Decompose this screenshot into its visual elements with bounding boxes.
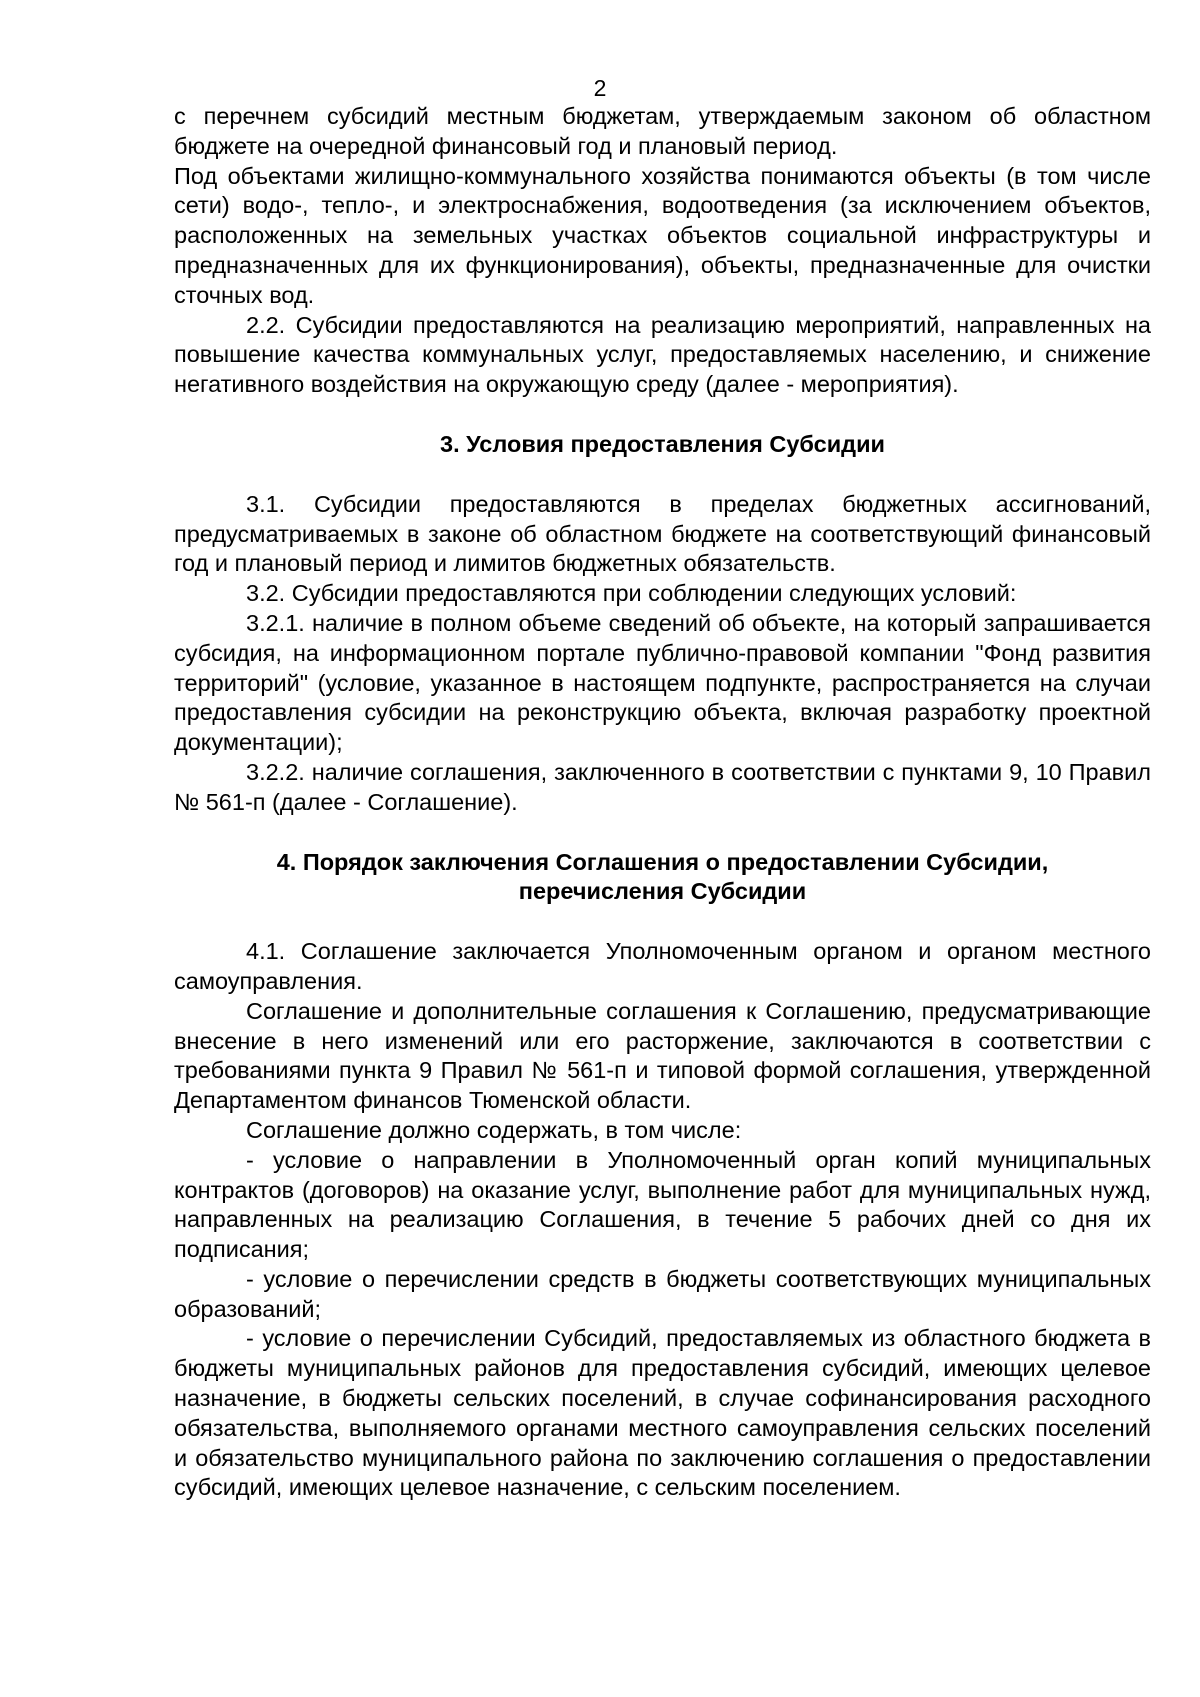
paragraph: Под объектами жилищно-коммунального хозяйства понимаются объекты (в том числе сети) водо-, тепло-, и электроснабжения, водоотведения (за исключением объектов, расположенных на земельных участках объектов социальной инфраструктуры и предназначенных для их функционирования), объекты, предназначенные для очистки сточных вод.: [174, 162, 1151, 308]
section-heading: 3. Условия предоставления Субсидии: [440, 430, 885, 457]
spacer: [174, 818, 1151, 848]
paragraph: 3.1. Субсидии предоставляются в пределах бюджетных ассигнований, предусматриваемых в законе об областном бюджете на соответствующий финансовый год и плановый период и лимитов бюджетных обязательств.: [174, 490, 1151, 577]
section-heading: [174, 848, 1151, 908]
paragraph: 3.2.1. наличие в полном объеме сведений об объекте, на который запрашивается субсидия, на информационном портале публично-правовой компании "Фонд развития территорий" (условие, указанное в настоящем подпункте, распространяется на случаи предоставления субсидии на реконструкцию объекта, включая разработку проектной документации);: [174, 609, 1151, 756]
section-heading-line: перечисления Субсидии: [518, 878, 807, 905]
paragraph: - условие о направлении в Уполномоченный орган копий муниципальных контрактов (договоров) на оказание услуг, выполнение работ для муниципальных нужд, направленных на реализацию Соглашения, в течение 5 рабочих дней со дня их подписания;: [174, 1146, 1151, 1263]
spacer: [174, 460, 1151, 490]
spacer: [174, 400, 1151, 430]
paragraph: 4.1. Соглашение заключается Уполномоченным органом и органом местного самоуправления.: [174, 938, 1151, 994]
paragraph: Соглашение должно содержать, в том числе:: [246, 1116, 742, 1143]
document-body: [174, 102, 1151, 1503]
spacer: [174, 907, 1151, 937]
page-number: 2: [593, 75, 607, 101]
paragraph: - условие о перечислении Субсидий, предоставляемых из областного бюджета в бюджеты муниципальных районов для предоставления субсидий, имеющих целевое назначение, в бюджеты сельских поселений, в случае софинансирования расходного обязательства, выполняемого органами местного самоуправления сельских поселений и обязательство муниципального района по заключению соглашения о предоставлении субсидий, имеющих целевое назначение, с сельским поселением.: [174, 1325, 1151, 1501]
paragraph: 3.2.2. наличие соглашения, заключенного в соответствии с пунктами 9, 10 Правил № 561-п (далее - Соглашение).: [174, 758, 1151, 815]
section-heading-line: 4. Порядок заключения Соглашения о предоставлении Субсидии,: [276, 848, 1049, 875]
paragraph: 2.2. Субсидии предоставляются на реализацию мероприятий, направленных на повышение качества коммунальных услуг, предоставляемых населению, и снижение негативного воздействия на окружающую среду (далее - мероприятия).: [174, 311, 1151, 398]
paragraph: с перечнем субсидий местным бюджетам, утверждаемым законом об областном бюджете на очередной финансовый год и плановый период.: [174, 103, 1151, 159]
paragraph: - условие о перечислении средств в бюджеты соответствующих муниципальных образований;: [174, 1265, 1151, 1322]
paragraph: 3.2. Субсидии предоставляются при соблюдении следующих условий:: [246, 580, 1017, 607]
paragraph: Соглашение и дополнительные соглашения к Соглашению, предусматривающие внесение в него изменений или его расторжение, заключаются в соответствии с требованиями пункта 9 Правил № 561-п и типовой формой соглашения, утвержденной Департаментом финансов Тюменской области.: [174, 997, 1151, 1114]
